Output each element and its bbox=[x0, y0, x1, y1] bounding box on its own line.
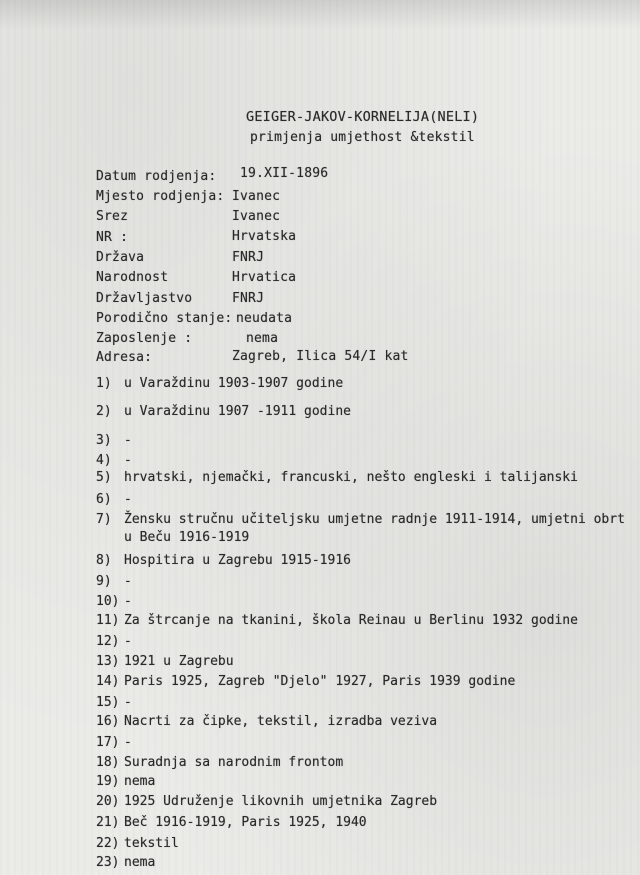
item-number: 13) bbox=[96, 654, 120, 669]
field-value-citizenship: FNRJ bbox=[232, 291, 265, 306]
item-text: 1925 Udruženje likovnih umjetnika Zagreb bbox=[124, 794, 438, 809]
item-number: 20) bbox=[96, 794, 120, 809]
field-value-birth-date: 19.XII-1896 bbox=[240, 166, 329, 181]
item-text: - bbox=[124, 433, 132, 448]
field-value-nationality: Hrvatica bbox=[232, 270, 297, 285]
field-value-district: Ivanec bbox=[232, 209, 281, 224]
list-item bbox=[96, 634, 132, 650]
document-subtitle: primjenja umjethost &tekstil bbox=[250, 130, 475, 145]
list-item bbox=[96, 815, 367, 831]
item-text: Paris 1925, Zagreb "Djelo" 1927, Paris 1939 godine bbox=[124, 674, 516, 689]
item-text-continuation: u Beču 1916-1919 bbox=[124, 530, 250, 545]
list-item bbox=[96, 470, 578, 486]
field-label-nationality: Narodnost bbox=[96, 270, 169, 285]
item-text: Beč 1916-1919, Paris 1925, 1940 bbox=[124, 815, 367, 830]
item-number: 19) bbox=[96, 774, 120, 789]
item-number: 10) bbox=[96, 594, 120, 609]
list-item bbox=[96, 654, 234, 670]
list-item bbox=[96, 613, 578, 629]
item-text: tekstil bbox=[124, 836, 179, 851]
list-item bbox=[96, 492, 132, 508]
item-number: 7) bbox=[96, 512, 112, 527]
item-number: 8) bbox=[96, 553, 112, 568]
field-label-employment: Zaposlenje : bbox=[96, 331, 193, 346]
item-text: nema bbox=[124, 774, 156, 789]
item-text: 1921 u Zagrebu bbox=[124, 654, 234, 669]
item-text: - bbox=[124, 735, 132, 750]
field-value-address: Zagreb, Ilica 54/I kat bbox=[232, 349, 409, 364]
item-number: 14) bbox=[96, 674, 120, 689]
item-number: 16) bbox=[96, 714, 120, 729]
list-item bbox=[96, 512, 625, 528]
item-text: u Varaždinu 1907 -1911 godine bbox=[124, 404, 351, 419]
list-item bbox=[96, 836, 179, 852]
item-number: 23) bbox=[96, 855, 120, 870]
item-text: - bbox=[124, 695, 132, 710]
item-text: - bbox=[124, 453, 132, 468]
list-item bbox=[96, 453, 132, 469]
field-label-address: Adresa: bbox=[96, 350, 153, 365]
item-text: - bbox=[124, 594, 132, 609]
field-label-birth-date: Datum rodjenja: bbox=[96, 169, 217, 184]
field-label-marital-status: Porodično stanje: bbox=[96, 311, 233, 326]
list-item bbox=[96, 735, 132, 751]
list-item bbox=[96, 553, 351, 569]
list-item bbox=[96, 433, 132, 449]
item-number: 18) bbox=[96, 755, 120, 770]
field-label-citizenship: Državljastvo bbox=[96, 291, 193, 306]
list-item bbox=[96, 755, 343, 771]
list-item bbox=[96, 674, 515, 690]
field-value-employment: nema bbox=[246, 331, 279, 346]
item-text: nema bbox=[124, 855, 156, 870]
field-label-republic: NR : bbox=[96, 230, 129, 245]
list-item bbox=[96, 594, 132, 610]
list-item bbox=[96, 404, 351, 420]
document-title: GEIGER-JAKOV-KORNELIJA(NELI) bbox=[246, 109, 480, 125]
item-number: 5) bbox=[96, 470, 112, 485]
item-number: 2) bbox=[96, 404, 112, 419]
item-number: 15) bbox=[96, 695, 120, 710]
item-text: Nacrti za čipke, tekstil, izradba veziva bbox=[124, 714, 438, 729]
field-value-state: FNRJ bbox=[232, 250, 265, 265]
list-item bbox=[96, 574, 132, 590]
field-label-district: Srez bbox=[96, 209, 129, 224]
item-number: 22) bbox=[96, 836, 120, 851]
field-label-birth-place: Mjesto rodjenja: bbox=[96, 189, 225, 204]
list-item bbox=[96, 714, 437, 730]
field-label-state: Država bbox=[96, 250, 145, 265]
item-text: Za štrcanje na tkanini, škola Reinau u Berlinu 1932 godine bbox=[124, 613, 578, 628]
item-text: hrvatski, njemački, francuski, nešto engleski i talijanski bbox=[124, 470, 578, 485]
item-text: Suradnja sa narodnim frontom bbox=[124, 755, 344, 770]
item-text: Hospitira u Zagrebu 1915-1916 bbox=[124, 553, 351, 568]
item-number: 6) bbox=[96, 492, 112, 507]
item-number: 9) bbox=[96, 574, 112, 589]
item-number: 11) bbox=[96, 613, 120, 628]
field-value-republic: Hrvatska bbox=[232, 229, 297, 244]
item-text: - bbox=[124, 492, 132, 507]
item-number: 17) bbox=[96, 735, 120, 750]
item-number: 3) bbox=[96, 433, 112, 448]
item-text: Žensku stručnu učiteljsku umjetne radnje 1911-1914, umjetni obrt bbox=[124, 512, 625, 527]
list-item bbox=[96, 855, 155, 871]
item-text: - bbox=[124, 634, 132, 649]
item-number: 12) bbox=[96, 634, 120, 649]
item-text: u Varaždinu 1903-1907 godine bbox=[124, 376, 344, 391]
field-value-marital-status: neudata bbox=[236, 311, 293, 326]
item-text: - bbox=[124, 574, 132, 589]
field-value-birth-place: Ivanec bbox=[232, 189, 281, 204]
list-item bbox=[96, 794, 437, 810]
photocopy-edge-shadow bbox=[0, 0, 640, 30]
list-item bbox=[96, 774, 155, 790]
list-item bbox=[96, 376, 343, 392]
item-number: 4) bbox=[96, 453, 112, 468]
item-number: 21) bbox=[96, 815, 120, 830]
item-number: 1) bbox=[96, 376, 112, 391]
list-item bbox=[96, 695, 132, 711]
